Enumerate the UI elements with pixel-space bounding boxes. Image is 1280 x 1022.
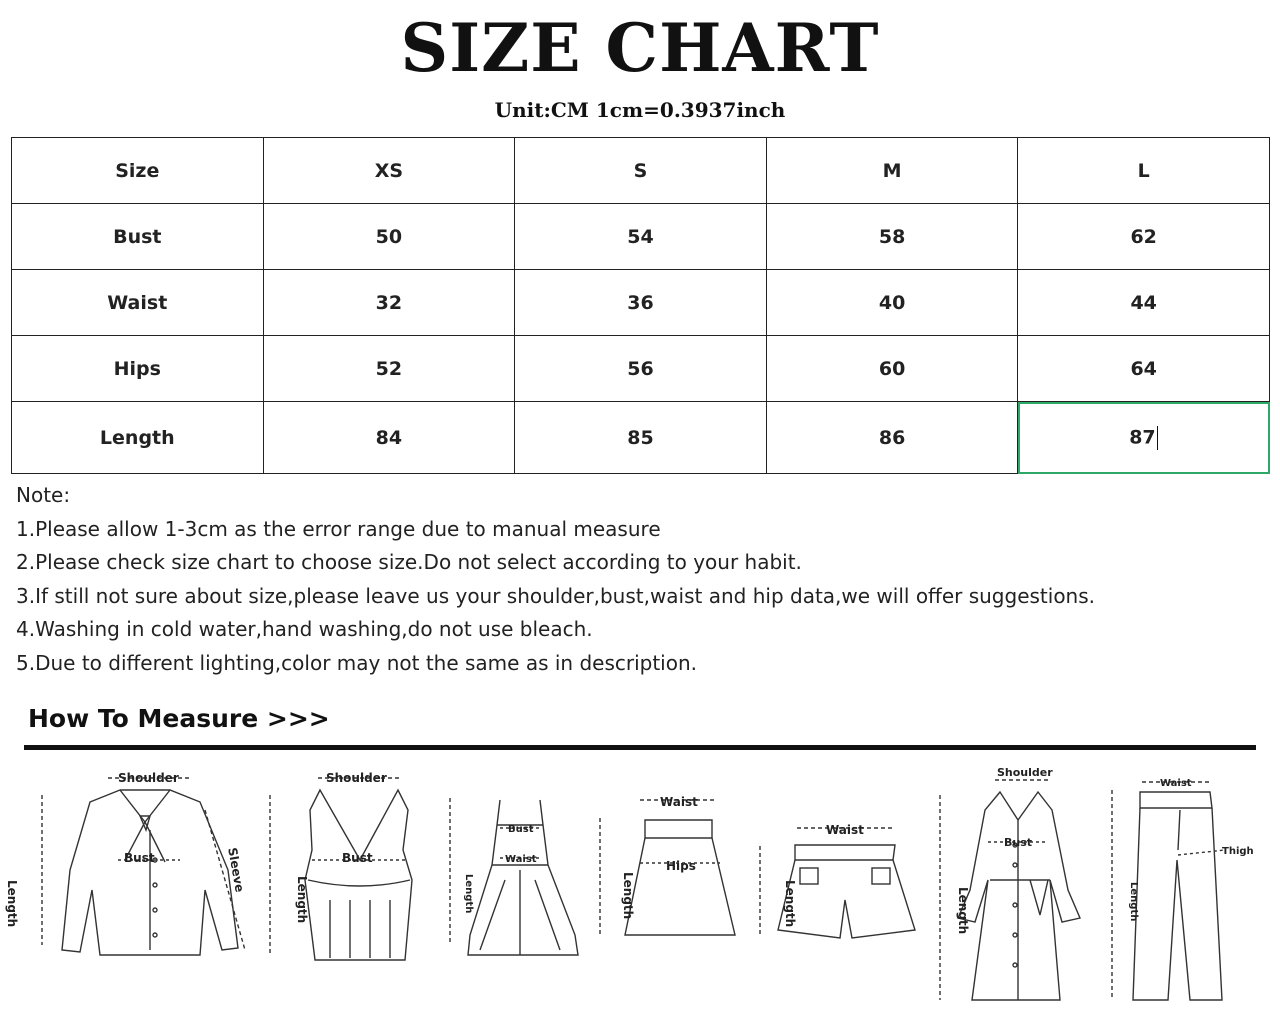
notes-block: [16, 479, 1095, 681]
waist-label: Waist: [660, 795, 698, 809]
note-item: 3.If still not sure about size,please leave us your shoulder,bust,waist and hip data,we will offer suggestions.: [16, 583, 1096, 608]
note-item: 5.Due to different lighting,color may not the same as in description.: [16, 650, 697, 675]
waist-label: Waist: [505, 854, 537, 865]
dress-icon: [450, 798, 578, 955]
table-cell: 44: [1018, 270, 1270, 336]
bust-label: Bust: [1004, 836, 1033, 849]
text-cursor: [1157, 426, 1159, 450]
bust-label: Bust: [508, 824, 534, 835]
table-header-row: [12, 138, 1270, 204]
table-cell: 58: [766, 204, 1018, 270]
shorts-icon: [760, 823, 915, 938]
header-cell: XS: [263, 138, 515, 204]
length-label: Length: [621, 872, 635, 920]
table-row: [12, 270, 1270, 336]
shoulder-label: Shoulder: [326, 771, 387, 785]
table-cell: 56: [515, 336, 767, 402]
table-cell: 60: [766, 336, 1018, 402]
header-cell: L: [1018, 138, 1270, 204]
bust-label: Bust: [342, 851, 373, 865]
sleeve-label: Sleeve: [225, 846, 247, 894]
table-row: [12, 204, 1270, 270]
blouse-icon: [5, 771, 247, 955]
unit-line: Unit:CM 1cm=0.3937inch: [494, 98, 786, 122]
length-label: Length: [1128, 882, 1139, 922]
table-row: [12, 336, 1270, 402]
row-label: Hips: [12, 336, 264, 402]
table-cell: 86: [766, 402, 1018, 474]
length-label: Length: [783, 880, 797, 928]
note-item: 2.Please check size chart to choose size.Do not select according to your habit.: [16, 550, 802, 575]
note-item: 4.Washing in cold water,hand washing,do not use bleach.: [16, 617, 593, 642]
length-label: Length: [5, 880, 19, 928]
measure-illustrations: [0, 750, 1280, 1020]
coat-icon: [940, 766, 1080, 1000]
table-cell: 85: [515, 402, 767, 474]
how-to-measure-heading: How To Measure >>>: [28, 704, 330, 733]
trousers-icon: [1112, 778, 1254, 1000]
header-cell: M: [766, 138, 1018, 204]
row-label: Waist: [12, 270, 264, 336]
length-label: Length: [956, 887, 970, 935]
table-cell: 54: [515, 204, 767, 270]
shoulder-label: Shoulder: [997, 766, 1053, 779]
size-table: [11, 137, 1270, 474]
header-cell: S: [515, 138, 767, 204]
length-label: Length: [295, 876, 309, 924]
row-label: Length: [12, 402, 264, 474]
vest-top-icon: [270, 771, 412, 960]
row-label: Bust: [12, 204, 264, 270]
table-row: [12, 402, 1270, 474]
table-cell: 36: [515, 270, 767, 336]
waist-label: Waist: [1160, 778, 1192, 789]
note-item: 1.Please allow 1-3cm as the error range due to manual measure: [16, 516, 661, 541]
table-cell: 50: [263, 204, 515, 270]
shoulder-label: Shoulder: [118, 771, 179, 785]
table-cell: 84: [263, 402, 515, 474]
table-cell: 32: [263, 270, 515, 336]
table-cell: 62: [1018, 204, 1270, 270]
header-cell: Size: [12, 138, 264, 204]
bust-label: Bust: [124, 851, 155, 865]
thigh-label: Thigh: [1222, 846, 1254, 857]
selected-cell[interactable]: [1018, 402, 1270, 474]
length-label: Length: [463, 874, 474, 914]
page-title: SIZE CHART: [400, 9, 880, 87]
table-cell: 52: [263, 336, 515, 402]
table-cell: 40: [766, 270, 1018, 336]
waist-label: Waist: [826, 823, 864, 837]
table-cell: 64: [1018, 336, 1270, 402]
hips-label: Hips: [666, 859, 696, 873]
note-heading: Note:: [16, 483, 71, 507]
selected-cell-value: 87: [1129, 426, 1156, 449]
skirt-icon: [600, 795, 735, 935]
